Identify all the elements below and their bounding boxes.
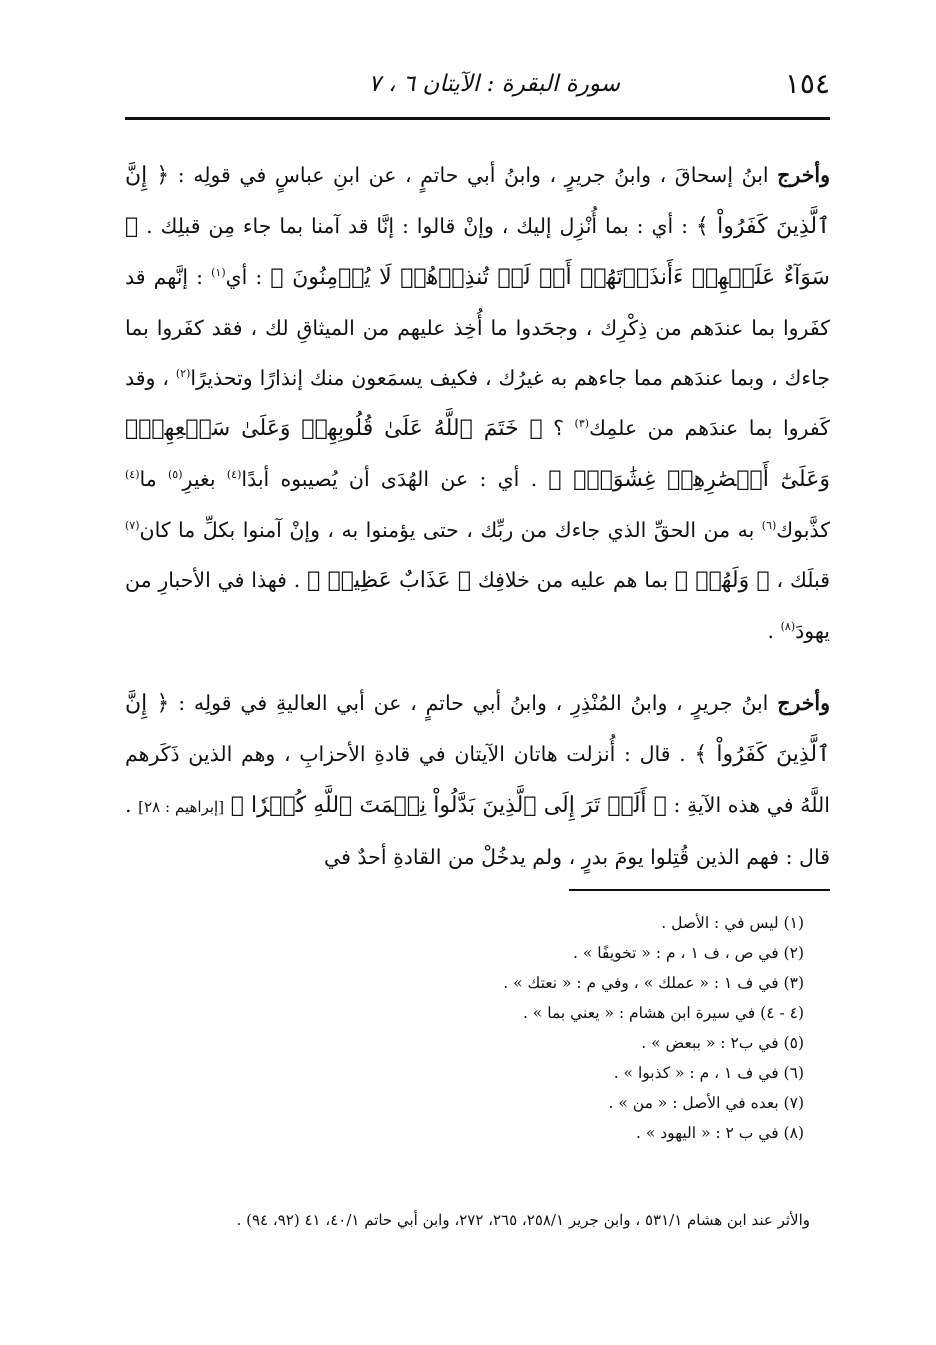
text-span: : إنَّهم قد كفَروا بما عندَهم من ذِكْرِك ، وجحَدوا ما أُخِذ عليهم من الميثاقِ لك ، فقد كفَروا بما جاءك ، وبما عندَهم مما جاءهم به غيرُك ، فكيف يسمَعون منك إنذارًا وتحذيرًا bbox=[125, 265, 830, 390]
footnote: (٥) في ب٢ : « ببعض » . bbox=[641, 1034, 804, 1052]
text-span: بغيرِ bbox=[182, 467, 216, 491]
footnote-marker: (٨) bbox=[780, 620, 796, 634]
text-span: ابنُ إسحاقَ ، وابنُ جريرٍ ، وابنُ أبي حاتمٍ ، عن ابنِ عباسٍ في قولِه : bbox=[177, 163, 769, 187]
quran-quote: ﴿ أَلَمۡ تَرَ إِلَى ٱلَّذِينَ بَدَّلُواْ نِعۡمَتَ ٱللَّهِ كُفۡرٗا ﴾ bbox=[230, 793, 667, 818]
text-span: كذَّبوك bbox=[776, 518, 830, 542]
footnote-marker: (٥) bbox=[168, 468, 183, 482]
footnote-marker: (٤) bbox=[226, 468, 242, 482]
text-span: . فهذا في الأحبارِ من يهودَ bbox=[125, 568, 830, 643]
footnote-marker: (٦) bbox=[761, 519, 777, 533]
footnote-marker: (٧) bbox=[125, 519, 140, 533]
text-span: . قال : أُنزلت هاتان الآيتان في قادةِ الأحزابِ ، وهم الذين ذَكَرهم اللَّهُ في هذه الآيةِ : bbox=[125, 742, 830, 817]
lead-word: وأخرج bbox=[777, 691, 830, 715]
text-span: : أي : بما أُنْزِل إليك ، وإنْ قالوا : إنَّا قد آمنا بما جاء مِن قبلِك . bbox=[146, 214, 688, 238]
running-title: سورة البقرة : الآيتان ٦ ، ٧ bbox=[368, 71, 620, 97]
quran-quote: ﴿ إِنَّ ٱلَّذِينَ كَفَرُواْ ﴾ bbox=[125, 691, 830, 767]
footnotes bbox=[125, 908, 830, 1148]
page-number: ١٥٤ bbox=[784, 67, 830, 100]
text-span: ابنُ جريرٍ ، وابنُ المُنْذِرِ ، وابنُ أبي حاتمٍ ، عن أبي العاليةِ في قولِه : bbox=[178, 691, 769, 715]
quran-quote: ﴿ سَوَآءٌ عَلَيۡهِمۡ ءَأَنذَرۡتَهُمۡ أَمۡ لَمۡ تُنذِرۡهُمۡ لَا يُؤۡمِنُونَ ﴾ bbox=[125, 214, 830, 290]
paragraph-1 bbox=[125, 150, 830, 656]
source-note: والأثر عند ابن هشام ٥٣١/١ ، وابن جرير ٢٥٨/١، ٢٦٥، ٢٧٢، وابن أبي حاتم ٤٠/١، ٤١ (٩٢، ٩٤) . bbox=[236, 1211, 810, 1229]
footnote-marker: (٢) bbox=[175, 367, 191, 381]
text-span: . bbox=[767, 619, 775, 643]
footnote: (٦) في ف ١ ، م : « كذبوا » . bbox=[613, 1064, 804, 1082]
text-span: : أي bbox=[225, 265, 263, 289]
footnote-marker: (١) bbox=[211, 266, 226, 280]
footnote: (١) ليس في : الأصل . bbox=[661, 914, 804, 932]
quran-quote: ﴿ خَتَمَ ٱللَّهُ عَلَىٰ قُلُوبِهِمۡ وَعَلَىٰ سَمۡعِهِمۡۖ وَعَلَىٰٓ أَبۡصَٰرِهِمۡ غِشَٰوَةٞۖ ﴾ bbox=[125, 416, 830, 492]
surah-reference: [إبراهيم : ٢٨] bbox=[138, 798, 225, 816]
footnote: (٢) في ص ، ف ١ ، م : « تخويفًا » . bbox=[573, 944, 804, 962]
quran-quote: ﴿ إِنَّ ٱلَّذِينَ كَفَرُواْ ﴾ bbox=[125, 163, 830, 239]
paragraph-2 bbox=[125, 678, 830, 882]
main-text bbox=[125, 150, 830, 882]
text-span: قبلَك ، bbox=[776, 568, 830, 592]
footnote: (٤ - ٤) في سيرة ابن هشام : « يعني بما » . bbox=[522, 1004, 804, 1022]
text-span: به من الحقِّ الذي جاءك من ربِّك ، حتى يؤمنوا به ، وإنْ آمنوا بكلِّ ما كان bbox=[139, 518, 755, 542]
footnote: (٧) بعده في الأصل : « من » . bbox=[608, 1094, 804, 1112]
header-rule bbox=[125, 117, 830, 120]
quran-quote: ﴿ عَذَابٌ عَظِيمٞ ﴾ bbox=[307, 568, 472, 593]
text-span: . أي : عن الهُدَى أن يُصيبوه أبدًا bbox=[241, 467, 538, 491]
text-span: . قال : فهم الذين قُتِلوا يومَ بدرٍ ، ولم يدخُلْ من القادةِ أحدٌ في bbox=[125, 793, 830, 869]
lead-word: وأخرج bbox=[777, 163, 830, 187]
footnote: (٨) في ب ٢ : « اليهود » . bbox=[636, 1124, 804, 1142]
text-span: ؟ bbox=[553, 416, 565, 440]
text-span: بما هم عليه من خلافِك bbox=[477, 568, 669, 592]
text-span: ما bbox=[139, 467, 157, 491]
footnote-marker: (٣) bbox=[574, 417, 590, 431]
footnote-marker: (٤) bbox=[125, 468, 140, 482]
quran-quote: ﴿ وَلَهُمۡ ﴾ bbox=[674, 568, 770, 593]
page-header bbox=[125, 64, 830, 104]
footnote: (٣) في ف ١ : « عملك » ، وفي م : « نعتك » . bbox=[503, 974, 804, 992]
text-span: ، وقد كَفروا بما عندَهم من علمِك bbox=[125, 366, 830, 440]
footnote-rule bbox=[569, 889, 830, 891]
